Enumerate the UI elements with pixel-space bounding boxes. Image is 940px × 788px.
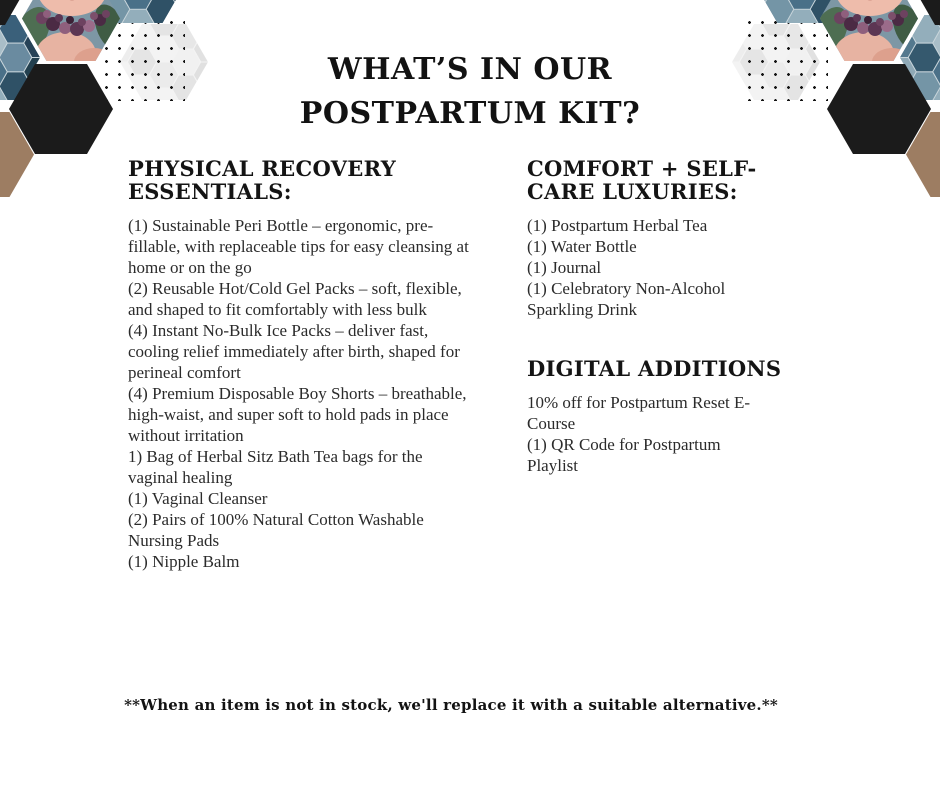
digital-additions-item-list xyxy=(527,392,759,476)
list-item: (1) Postpartum Herbal Tea xyxy=(527,216,708,235)
right-column xyxy=(527,157,787,476)
comfort-selfcare-item-list xyxy=(527,215,759,320)
comfort-selfcare-section xyxy=(527,157,787,320)
page-title xyxy=(0,48,940,136)
digital-additions-heading xyxy=(527,357,787,380)
list-item: (1) Celebratory Non-Alcohol Sparkling Drink xyxy=(527,279,726,319)
page-title-line-2: POSTPARTUM KIT? xyxy=(299,96,641,131)
physical-recovery-heading-line-1: PHYSICAL RECOVERY xyxy=(128,156,396,181)
list-item: (1) QR Code for Postpartum Playlist xyxy=(527,435,721,475)
digital-additions-heading-line-1: DIGITAL ADDITIONS xyxy=(527,356,782,381)
list-item: 1) Bag of Herbal Sitz Bath Tea bags for the vaginal healing xyxy=(128,447,423,487)
list-item: (2) Pairs of 100% Natural Cotton Washable Nursing Pads xyxy=(128,510,424,550)
list-item: (1) Sustainable Peri Bottle – ergonomic, pre-fillable, with replaceable tips for easy cleansing at home or on the go xyxy=(128,216,469,277)
comfort-selfcare-heading xyxy=(527,157,787,203)
list-item: (1) Journal xyxy=(527,258,602,277)
list-item: (1) Nipple Balm xyxy=(128,552,240,571)
page-title-line-1: WHAT’S IN OUR xyxy=(327,52,613,87)
list-item: (1) Water Bottle xyxy=(527,237,637,256)
physical-recovery-heading xyxy=(128,157,470,203)
physical-recovery-item-list xyxy=(128,215,470,572)
physical-recovery-section xyxy=(128,157,470,572)
list-item: (4) Premium Disposable Boy Shorts – breathable, high-waist, and super soft to hold pads in place without irritation xyxy=(128,384,467,445)
stock-disclaimer-note: **When an item is not in stock, we'll replace it with a suitable alternative.** xyxy=(124,696,778,714)
digital-additions-section xyxy=(527,357,787,476)
list-item: (2) Reusable Hot/Cold Gel Packs – soft, flexible, and shaped to fit comfortably with less bulk xyxy=(128,279,462,319)
comfort-selfcare-heading-line-1: COMFORT + SELF- xyxy=(527,156,757,181)
list-item: 10% off for Postpartum Reset E-Course xyxy=(527,393,751,433)
comfort-selfcare-heading-line-2: CARE LUXURIES: xyxy=(527,179,738,204)
list-item: (1) Vaginal Cleanser xyxy=(128,489,268,508)
list-item: (4) Instant No-Bulk Ice Packs – deliver fast, cooling relief immediately after birth, shaped for perineal comfort xyxy=(128,321,460,382)
physical-recovery-heading-line-2: ESSENTIALS: xyxy=(128,179,292,204)
